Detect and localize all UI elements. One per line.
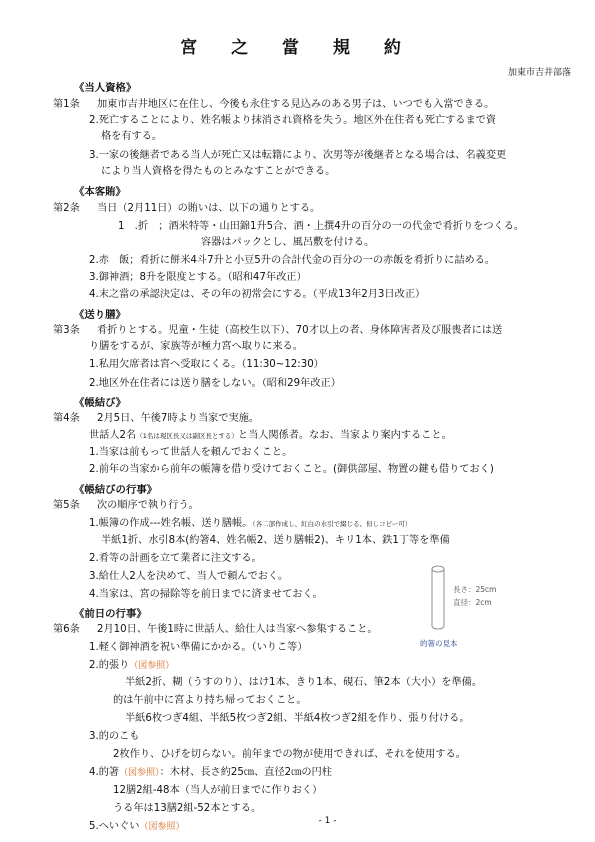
article-number: 第3条 [53,325,80,336]
article-text: 容器はパックとし、風呂敷を付ける。 [201,237,375,248]
article-text: 次の順序で執り行う。 [97,500,199,511]
article-text: 3.御神酒；8升を限度とする。（昭和47年改正） [89,272,307,283]
article-text [89,517,411,531]
chopstick-illustration [426,564,450,632]
article-text: 的は午前中に宮より持ち帰っておくこと。 [113,695,307,706]
text-span: と当人関係者。なお、当家より案内すること。 [237,430,452,441]
article-text: 2.死亡することにより、姓名帳より抹消され資格を失う。地区外在住者も死亡するまで資 [89,115,497,126]
section-heading: 《帳結び》 [74,397,127,409]
section-heading: 《帳結びの行事》 [74,484,158,496]
location-label: 加東市吉井部落 [507,68,571,78]
figure-reference: （図参照） [119,768,160,778]
article-text: 2月5日、午後7時より当家で実施。 [97,413,260,424]
article-text: 1.私用欠席者は宮へ受取にくる。（11:30~12:30） [89,359,324,370]
article-text: により当人資格を得たものとみなすことができる。 [101,166,336,177]
article-text: 2.前年の当家から前年の帳簿を借り受けておくこと。(御供部屋、物置の鍵も借りておく) [89,464,494,475]
article-text: 2.地区外在住者には送り膳をしない。（昭和29年改正） [89,378,341,389]
page-number: - 1 - [318,816,337,826]
article-text: 半紙1折、水引8本(約箸4、姓名帳2、送り膳帳2)、キリ1本、鉄1丁等を準備 [101,535,450,546]
text-span: 2.的張り [89,660,130,671]
text-span: ：木材、長さ約25㎝、直径2㎝の円柱 [159,767,332,778]
length-label: 長さ：25cm [453,585,497,594]
article-text: 当日（2月11日）の賄いは、以下の通りとする。 [97,203,321,214]
text-note: （1名は現区長又は副区長とする） [136,432,238,440]
article-text: 肴折りとする。児童・生徒（高校生以下）、70才以上の者、身体障害者及び服喪者には送 [97,325,503,336]
text-span: 1.帳簿の作成---姓名帳、送り膳帳。 [89,518,253,529]
section-heading: 《当人資格》 [74,82,137,94]
section-heading: 《前日の行事》 [74,608,147,620]
article-text: 加東市吉井地区に在住し、今後も永住する見込みのある男子は、いつでも入當できる。 [97,99,495,110]
illustration-caption: 的箸の見本 [420,639,458,648]
article-text: 4.当家は、宮の掃除等を前日までに済ませておく。 [89,589,323,600]
section-heading: 《送り膳》 [74,309,126,321]
article-text: 半紙2折、糊（うすのり）、はけ1本、きり1本、硯石、筆2本（大小）を準備。 [125,677,483,688]
article-text: 2月10日、午後1時に世話人、給仕人は当家へ参集すること。 [97,624,378,635]
article-text: うる年は13膳2組-52本とする。 [113,803,262,814]
text-span: 5.へいぐい [89,821,140,832]
article-text [89,766,332,780]
text-span: 4.的箸 [89,767,120,778]
article-number: 第6条 [53,624,80,635]
article-text: 半紙6枚つぎ4組、半紙5枚つぎ2組、半紙4枚つぎ2組を作り、張り付ける。 [125,713,470,724]
article-text: 3.的のこも [89,731,140,742]
document-title: 宮 之 當 規 約 [180,38,415,58]
article-text: り膳をするが、家族等が極力宮へ取りに来る。 [89,341,303,352]
article-text: 1 .折 ；酒米特等・山田錦1升5合、酒・上撰4升の百分の一の代金で肴折りをつくる。 [118,221,525,232]
article-text: 3.給仕人2人を決めて、当人で頼んでおく。 [89,571,289,582]
article-number: 第4条 [53,413,80,424]
article-text: 3.一家の後継者である当人が死亡又は転籍により、次男等が後継者となる場合は、名義変更 [89,150,507,161]
article-text: 1.軽く御神酒を祝い準備にかかる。（いりこ等） [89,642,308,653]
article-text: 2枚作り、ひげを切らない。前年までの物が使用できれば、それを使用する。 [113,749,466,760]
section-heading: 《本客賄》 [74,186,126,198]
article-text [89,429,452,443]
diameter-label: 直径：2cm [453,598,492,607]
article-text: 4.末之當の承認決定は、その年の初常会にする。（平成13年2月3日改正） [89,289,426,300]
article-number: 第5条 [53,500,80,511]
article-number: 第1条 [53,99,80,110]
text-note: （各二部作成し、紅白の水引で綴じる。但しコピー可） [252,520,412,528]
article-text: 2.肴等の計画を立て業者に注文する。 [89,553,262,564]
text-span: 世話人2名 [89,430,137,441]
figure-reference: （図参照） [129,661,175,671]
article-text: 格を有する。 [101,131,163,142]
article-number: 第2条 [53,203,80,214]
article-text [89,659,174,673]
article-text: 1.当家は前もって世話人を頼んでおくこと。 [89,447,293,458]
figure-reference: （図参照） [139,822,185,832]
article-text: 12膳2組-48本（当人が前日までに作りおく） [113,785,323,796]
article-text: 2.赤 飯；肴折に餅米4斗7升と小豆5升の合計代金の百分の一の赤飯を肴折りに詰める。 [89,255,496,266]
